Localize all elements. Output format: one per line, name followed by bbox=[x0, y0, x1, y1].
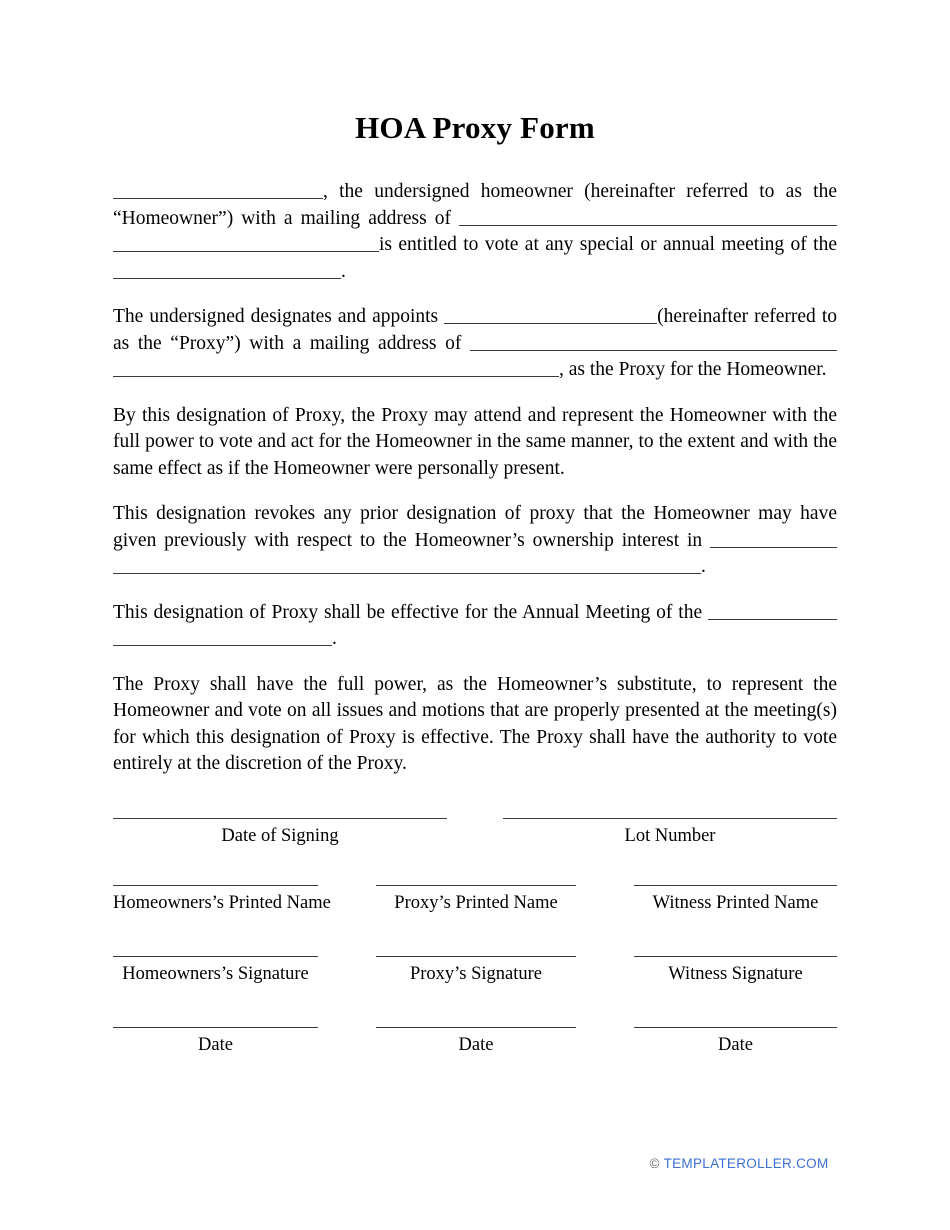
field-label: Date bbox=[198, 1034, 233, 1055]
spacer bbox=[113, 847, 837, 885]
blank-association-name[interactable] bbox=[113, 261, 341, 279]
paragraph-2-text-b: (hereinafter referred to as the “Proxy”) with a mailing address of bbox=[113, 306, 837, 354]
field-proxy-date bbox=[376, 1027, 576, 1056]
field-label: Homeowners’s Printed Name bbox=[113, 892, 331, 913]
blank-proxy-name[interactable] bbox=[444, 306, 657, 324]
paragraph-proxy-powers: By this designation of Proxy, the Proxy may attend and represent the Homeowner with the full power to vote and act for the Homeowner in the same manner, to the extent and with the same effect as if the Homeowner were personally present. bbox=[113, 404, 837, 479]
paragraph-1-text-b: is entitled to vote at any special or annual meeting of the bbox=[379, 234, 837, 255]
page-footer bbox=[0, 1155, 950, 1173]
document-body bbox=[113, 179, 837, 778]
signature-row-dates bbox=[113, 1027, 837, 1056]
blank-proxy-address-line2[interactable] bbox=[113, 359, 559, 377]
field-date-of-signing bbox=[113, 818, 447, 847]
field-label: Proxy’s Signature bbox=[409, 963, 543, 984]
paragraph-proxy-designation bbox=[113, 304, 837, 384]
blank-ownership-interest-line2[interactable] bbox=[113, 556, 701, 574]
paragraph-homeowner-identification bbox=[113, 179, 837, 285]
field-label: Date bbox=[458, 1034, 494, 1055]
blank-homeowner-address-line2[interactable] bbox=[113, 234, 379, 252]
spacer bbox=[113, 985, 837, 1027]
blank-annual-meeting-year-line2[interactable] bbox=[113, 628, 332, 646]
field-witness-signature bbox=[634, 956, 837, 985]
blank-proxy-address-line1[interactable] bbox=[470, 333, 837, 351]
field-lot-number bbox=[503, 818, 837, 847]
paragraph-1-text-a: , the undersigned homeowner (hereinafter referred to as the “Homeowner”) with a mailing address of bbox=[113, 181, 837, 229]
paragraph-revocation bbox=[113, 501, 837, 581]
templateroller-brand-link[interactable]: TEMPLATEROLLER.COM bbox=[663, 1156, 829, 1171]
paragraph-2-text-a: The undersigned designates and appoints bbox=[113, 306, 439, 327]
footer-watermark bbox=[650, 1156, 829, 1171]
page-title: HOA Proxy Form bbox=[355, 110, 595, 145]
signature-row-signatures bbox=[113, 956, 837, 985]
field-homeowner-printed-name bbox=[113, 885, 331, 914]
field-proxy-printed-name bbox=[376, 885, 576, 914]
paragraph-4-text-b: . bbox=[701, 556, 706, 577]
field-label: Date of Signing bbox=[221, 825, 339, 846]
copyright-icon: © bbox=[649, 1156, 660, 1171]
field-witness-date bbox=[634, 1027, 837, 1056]
field-label: Witness Printed Name bbox=[652, 892, 819, 913]
paragraph-effective-meeting bbox=[113, 600, 837, 653]
blank-homeowner-name[interactable] bbox=[113, 181, 323, 199]
blank-ownership-interest-line1[interactable] bbox=[710, 530, 837, 548]
paragraph-5-text-a: This designation of Proxy shall be effective for the Annual Meeting of the bbox=[113, 601, 703, 623]
blank-annual-meeting-year-line1[interactable] bbox=[708, 602, 837, 620]
paragraph-5-text-b: . bbox=[332, 628, 337, 649]
field-label: Proxy’s Printed Name bbox=[394, 892, 558, 913]
signature-row-date-lot bbox=[113, 818, 837, 847]
paragraph-4-text-a: This designation revokes any prior designation of proxy that the Homeowner may have given previously with respect to the Homeowner’s ownership interest in bbox=[113, 503, 837, 551]
field-homeowner-signature bbox=[113, 956, 318, 985]
spacer bbox=[113, 914, 837, 956]
paragraph-1-text-c: . bbox=[341, 260, 346, 282]
field-label: Homeowners’s Signature bbox=[122, 963, 309, 984]
paragraph-proxy-authority: The Proxy shall have the full power, as the Homeowner’s substitute, to represent the Homeowner and vote on all issues and motions that are properly presented at the meeting(s) for which this designation of Proxy is effective. The Proxy shall have the authority to vote entirely at the discretion of the Proxy. bbox=[113, 673, 837, 774]
field-label: Witness Signature bbox=[668, 963, 803, 984]
paragraph-2-text-c: , as the Proxy for the Homeowner. bbox=[559, 359, 827, 380]
signature-row-printed-names bbox=[113, 885, 837, 914]
field-label: Date bbox=[718, 1034, 753, 1055]
blank-homeowner-address-line1[interactable] bbox=[459, 208, 837, 226]
signature-block bbox=[113, 818, 837, 1056]
field-witness-printed-name bbox=[634, 885, 837, 914]
field-label: Lot Number bbox=[624, 825, 716, 846]
field-proxy-signature bbox=[376, 956, 576, 985]
field-homeowner-date bbox=[113, 1027, 318, 1056]
